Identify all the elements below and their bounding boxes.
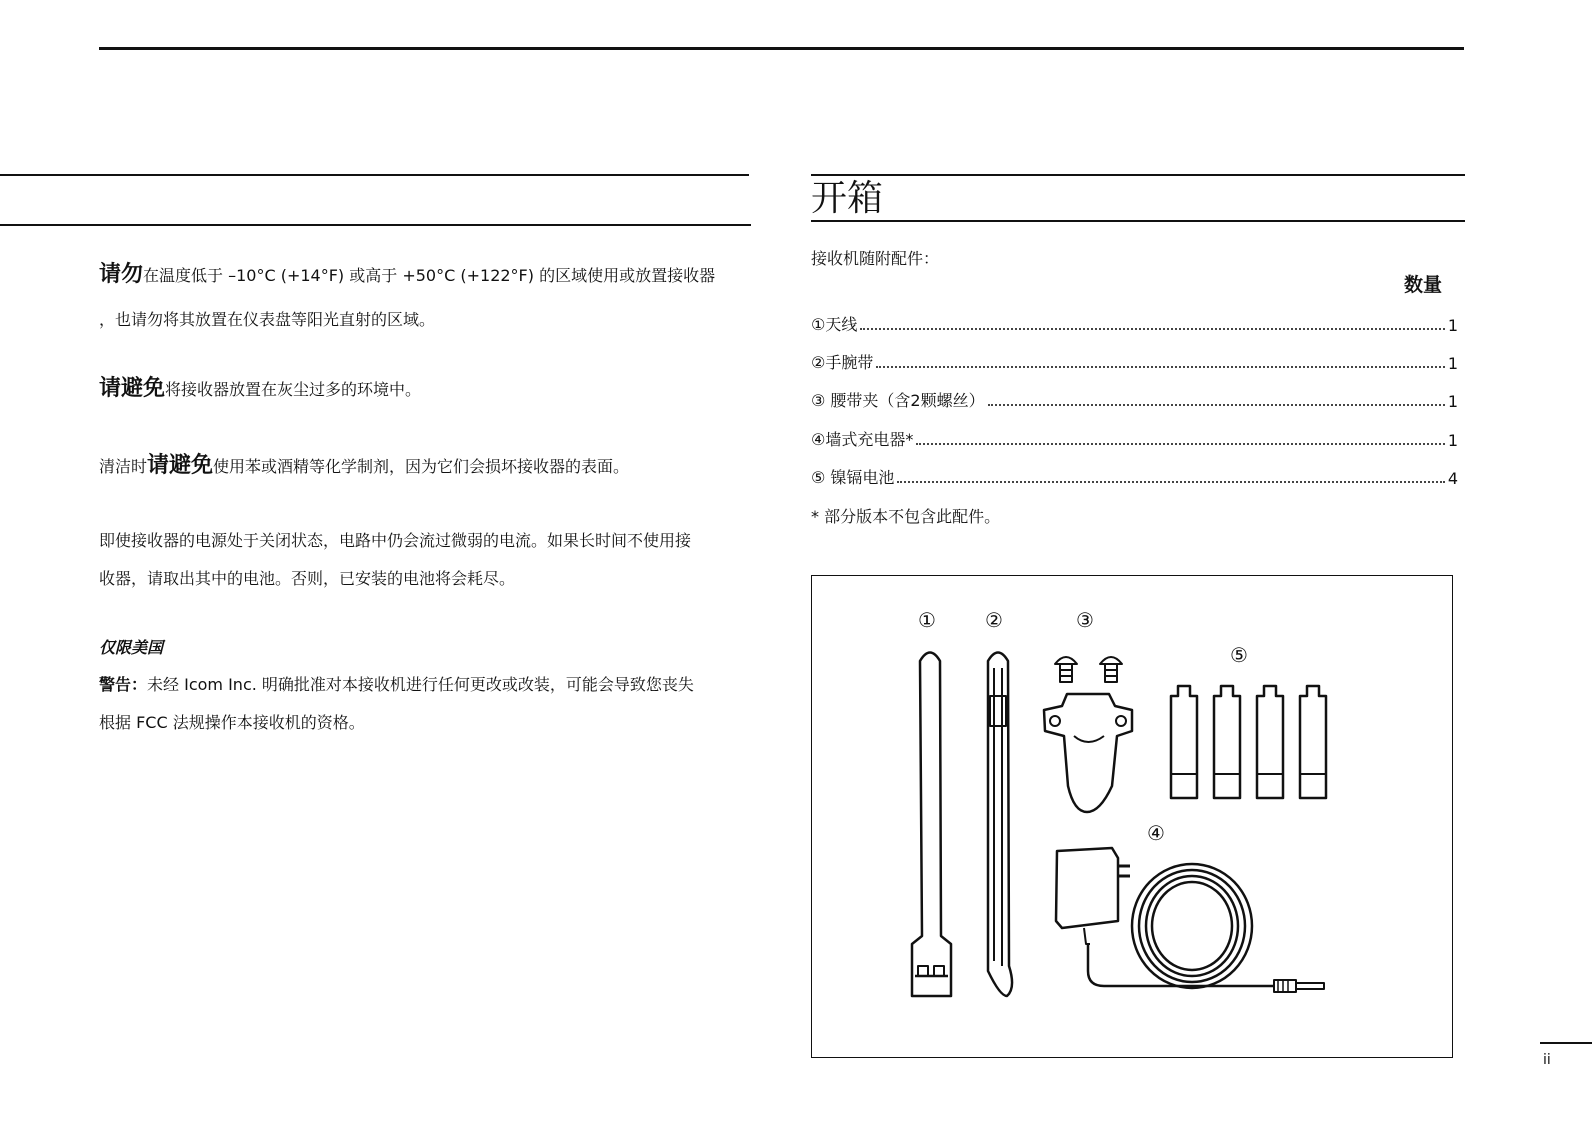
caution-emphasis: 请避免 <box>147 453 214 478</box>
figure-label-2: ② <box>985 608 1003 632</box>
battery-icon <box>1171 686 1326 798</box>
item-quantity: 4 <box>1447 469 1458 488</box>
warning-text: 未经 Icom Inc. 明确批准对本接收机进行任何更改或改装，可能会导致您丧失 <box>147 675 694 694</box>
accessories-illustration <box>812 576 1454 1059</box>
item-label: ④墙式充电器* <box>811 430 914 449</box>
accessories-figure <box>811 575 1453 1058</box>
caution-prefix: 清洁时 <box>99 457 148 476</box>
item-label: ①天线 <box>811 315 858 334</box>
belt-clip-icon <box>1044 657 1132 812</box>
figure-label-5: ⑤ <box>1230 643 1248 667</box>
figure-label-4: ④ <box>1147 821 1165 845</box>
caution-paragraph-3 <box>99 455 629 477</box>
figure-label-1: ① <box>918 608 936 632</box>
quantity-header: 数量 <box>1404 274 1443 296</box>
right-section-rule-bottom <box>811 220 1465 222</box>
battery-paragraph-line1: 即使接收器的电源处于关闭状态，电路中仍会流过微弱的电流。如果长时间不使用接 <box>99 531 692 550</box>
accessory-item-belt-clip <box>811 389 1458 411</box>
caution-text: 将接收器放置在灰尘过多的环境中。 <box>165 380 422 399</box>
leader-dots <box>916 443 1444 445</box>
item-label: ③ 腰带夹（含2颗螺丝） <box>811 391 985 410</box>
right-section-rule-top <box>811 174 1465 176</box>
leader-dots <box>860 328 1444 330</box>
section-title: 开箱 <box>811 178 884 219</box>
fcc-warning-line1 <box>99 677 694 693</box>
item-quantity: 1 <box>1447 354 1458 373</box>
caution-paragraph-1-cont: ，也请勿将其放置在仪表盘等阳光直射的区域。 <box>99 310 436 329</box>
warning-label: 警告： <box>99 675 148 694</box>
item-quantity: 1 <box>1447 431 1458 450</box>
item-label: ⑤ 镍镉电池 <box>811 468 895 487</box>
leader-dots <box>897 481 1444 483</box>
caution-text: 使用苯或酒精等化学制剂，因为它们会损坏接收器的表面。 <box>213 457 630 476</box>
accessory-item-antenna <box>811 313 1458 335</box>
caution-emphasis: 请勿 <box>99 262 144 287</box>
accessory-item-wall-charger <box>811 428 1458 450</box>
leader-dots <box>988 404 1445 406</box>
battery-paragraph-line2: 收器，请取出其中的电池。否则，已安装的电池将会耗尽。 <box>99 569 516 588</box>
footnote: * 部分版本不包含此配件。 <box>811 507 1001 526</box>
caution-emphasis: 请避免 <box>99 376 166 401</box>
caution-paragraph-1 <box>99 264 715 286</box>
us-only-heading: 仅限美国 <box>99 638 164 657</box>
wall-charger-icon <box>1056 848 1324 992</box>
caution-paragraph-2 <box>99 378 421 400</box>
item-quantity: 1 <box>1447 316 1458 335</box>
leader-dots <box>876 366 1444 368</box>
top-rule <box>99 47 1464 50</box>
accessory-item-batteries <box>811 466 1458 488</box>
left-section-rule-bottom <box>0 224 751 226</box>
fcc-warning-line2: 根据 FCC 法规操作本接收机的资格。 <box>99 713 365 732</box>
figure-label-3: ③ <box>1076 608 1094 632</box>
item-quantity: 1 <box>1447 392 1458 411</box>
page-number: ii <box>1543 1052 1551 1068</box>
item-label: ②手腕带 <box>811 353 874 372</box>
caution-text: 在温度低于 –10°C (+14°F) 或高于 +50°C (+122°F) 的区域使用或放置接收器 <box>143 266 716 285</box>
wrist-strap-icon <box>988 653 1012 997</box>
left-section-rule-top <box>0 174 749 176</box>
antenna-icon <box>912 653 951 997</box>
accessories-intro: 接收机随附配件： <box>811 249 940 268</box>
page-number-rule <box>1540 1042 1592 1044</box>
accessory-item-wrist-strap <box>811 351 1458 373</box>
